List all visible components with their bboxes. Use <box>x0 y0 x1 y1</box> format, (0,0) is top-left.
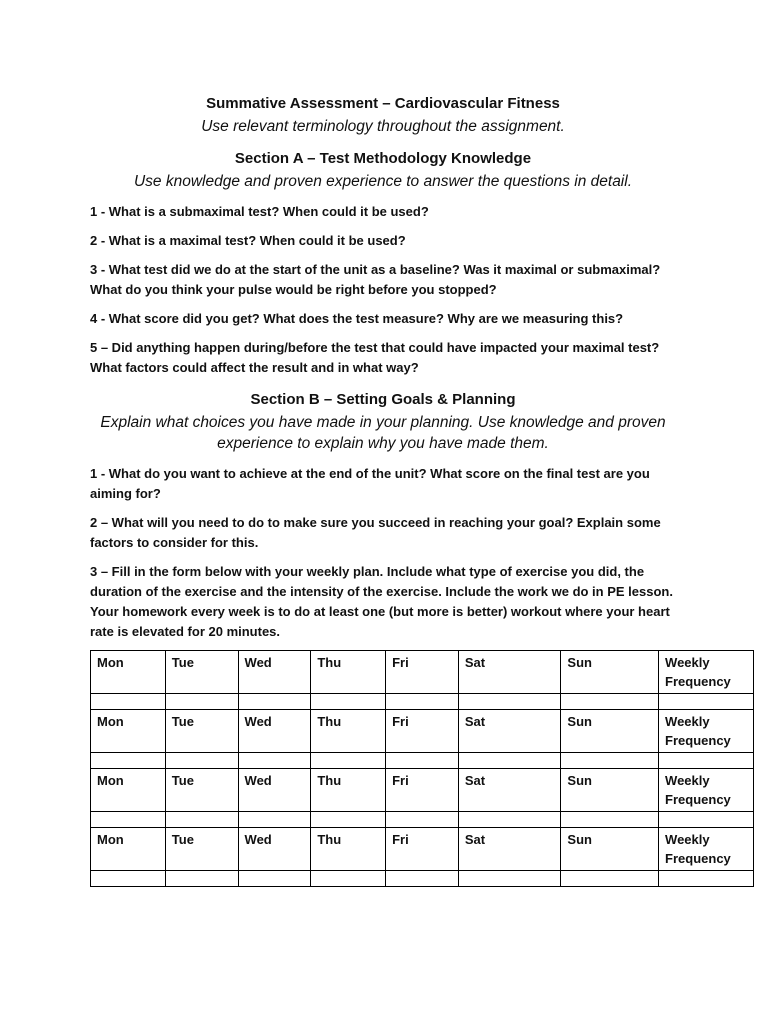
entry-cell[interactable] <box>91 812 166 828</box>
header-cell-wed: Wed <box>238 828 311 871</box>
entry-cell[interactable] <box>165 694 238 710</box>
entry-cell[interactable] <box>659 812 754 828</box>
entry-cell[interactable] <box>659 694 754 710</box>
entry-cell[interactable] <box>91 753 166 769</box>
header-cell-fri: Fri <box>386 651 459 694</box>
entry-cell[interactable] <box>311 871 386 887</box>
entry-cell[interactable] <box>165 753 238 769</box>
section-a-question-2: 2 - What is a maximal test? When could it be used? <box>90 233 406 248</box>
section-b-question-2: 2 – What will you need to do to make sure you succeed in reaching your goal? Explain some factors to consider for this. <box>90 515 661 550</box>
header-cell-sat: Sat <box>458 769 561 812</box>
entry-cell[interactable] <box>238 871 311 887</box>
header-cell-wed: Wed <box>238 710 311 753</box>
entry-cell[interactable] <box>311 812 386 828</box>
table-header-row <box>91 828 754 871</box>
header-cell-sun: Sun <box>561 651 659 694</box>
table-header-row <box>91 651 754 694</box>
header-cell-thu: Thu <box>311 710 386 753</box>
header-cell-sat: Sat <box>458 651 561 694</box>
section-b-title: Section B – Setting Goals & Planning <box>250 391 516 408</box>
entry-cell[interactable] <box>238 753 311 769</box>
section-b-question-1: 1 - What do you want to achieve at the end of the unit? What score on the final test are you aiming for? <box>90 466 650 501</box>
entry-cell[interactable] <box>561 812 659 828</box>
entry-cell[interactable] <box>386 694 459 710</box>
entry-cell[interactable] <box>311 753 386 769</box>
section-b-subtitle: Explain what choices you have made in your planning. Use knowledge and proven experience to explain why you have made them. <box>100 414 666 452</box>
header-cell-tue: Tue <box>165 710 238 753</box>
entry-cell[interactable] <box>458 812 561 828</box>
section-a-question-5: 5 – Did anything happen during/before the test that could have impacted your maximal test? What factors could affect the result and in what way? <box>90 340 660 375</box>
table-entry-row[interactable] <box>91 871 754 887</box>
entry-cell[interactable] <box>238 694 311 710</box>
entry-cell[interactable] <box>386 812 459 828</box>
entry-cell[interactable] <box>91 694 166 710</box>
header-cell-sat: Sat <box>458 828 561 871</box>
header-cell-weekly-frequency: Weekly Frequency <box>659 651 754 694</box>
entry-cell[interactable] <box>311 694 386 710</box>
section-b-question-3: 3 – Fill in the form below with your weekly plan. Include what type of exercise you did, the duration of the exercise and the intensity of the exercise. Include the work we do in PE lesson. Your homework every week is to do at least one (but more is better) workout where your heart rate is elevated for 20 minutes. <box>90 564 673 639</box>
entry-cell[interactable] <box>561 753 659 769</box>
header-cell-mon: Mon <box>91 769 166 812</box>
header-cell-thu: Thu <box>311 651 386 694</box>
header-cell-sun: Sun <box>561 769 659 812</box>
entry-cell[interactable] <box>458 753 561 769</box>
header-cell-mon: Mon <box>91 710 166 753</box>
table-entry-row[interactable] <box>91 812 754 828</box>
header-cell-mon: Mon <box>91 651 166 694</box>
section-a-subtitle: Use knowledge and proven experience to answer the questions in detail. <box>133 173 633 190</box>
header-cell-sun: Sun <box>561 710 659 753</box>
table-header-row <box>91 710 754 753</box>
header-cell-sun: Sun <box>561 828 659 871</box>
document-content <box>90 94 676 642</box>
entry-cell[interactable] <box>659 753 754 769</box>
weekly-plan-table <box>90 650 754 887</box>
entry-cell[interactable] <box>561 694 659 710</box>
entry-cell[interactable] <box>386 753 459 769</box>
header-cell-weekly-frequency: Weekly Frequency <box>659 769 754 812</box>
table-entry-row[interactable] <box>91 694 754 710</box>
entry-cell[interactable] <box>659 871 754 887</box>
header-cell-weekly-frequency: Weekly Frequency <box>659 710 754 753</box>
header-cell-fri: Fri <box>386 828 459 871</box>
header-cell-thu: Thu <box>311 828 386 871</box>
entry-cell[interactable] <box>386 871 459 887</box>
section-a-question-3: 3 - What test did we do at the start of the unit as a baseline? Was it maximal or submaximal? What do you think your pulse would be right before you stopped? <box>90 262 661 297</box>
header-cell-tue: Tue <box>165 651 238 694</box>
entry-cell[interactable] <box>458 871 561 887</box>
document-subtitle: Use relevant terminology throughout the assignment. <box>201 118 565 135</box>
entry-cell[interactable] <box>165 871 238 887</box>
header-cell-wed: Wed <box>238 651 311 694</box>
entry-cell[interactable] <box>165 812 238 828</box>
entry-cell[interactable] <box>91 871 166 887</box>
header-cell-thu: Thu <box>311 769 386 812</box>
header-cell-mon: Mon <box>91 828 166 871</box>
header-cell-fri: Fri <box>386 769 459 812</box>
section-a-title: Section A – Test Methodology Knowledge <box>234 150 532 167</box>
section-a-question-4: 4 - What score did you get? What does the test measure? Why are we measuring this? <box>90 311 624 326</box>
header-cell-weekly-frequency: Weekly Frequency <box>659 828 754 871</box>
section-a-question-1: 1 - What is a submaximal test? When could it be used? <box>90 204 429 219</box>
header-cell-wed: Wed <box>238 769 311 812</box>
header-cell-fri: Fri <box>386 710 459 753</box>
entry-cell[interactable] <box>238 812 311 828</box>
table-header-row <box>91 769 754 812</box>
entry-cell[interactable] <box>458 694 561 710</box>
document-title: Summative Assessment – Cardiovascular Fitness <box>206 95 560 112</box>
header-cell-sat: Sat <box>458 710 561 753</box>
entry-cell[interactable] <box>561 871 659 887</box>
header-cell-tue: Tue <box>165 769 238 812</box>
table-entry-row[interactable] <box>91 753 754 769</box>
header-cell-tue: Tue <box>165 828 238 871</box>
